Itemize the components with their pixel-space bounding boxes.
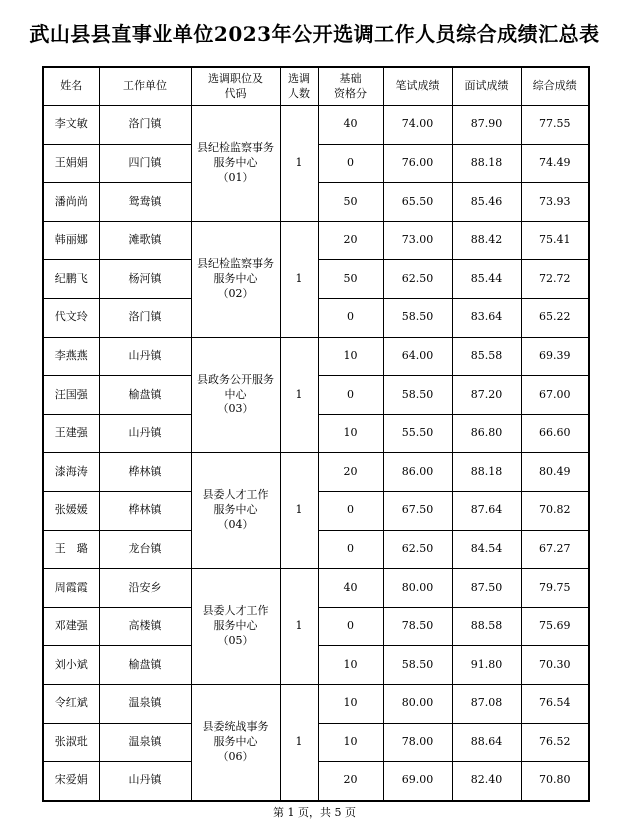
cell-name: 王娟娟: [43, 144, 99, 183]
cell-base: 0: [318, 607, 383, 646]
cell-total: 75.69: [521, 607, 589, 646]
cell-total: 75.41: [521, 221, 589, 260]
header-total: 综合成绩: [521, 67, 589, 106]
header-count: [280, 67, 318, 106]
cell-base: 10: [318, 723, 383, 762]
position-line: 服务中心: [213, 734, 258, 748]
cell-unit: 温泉镇: [99, 723, 191, 762]
cell-written: 58.50: [383, 298, 452, 337]
cell-interview: 83.64: [452, 298, 521, 337]
header-unit: 工作单位: [99, 67, 191, 106]
cell-position: [191, 569, 280, 685]
position-line: 县纪检监察事务: [197, 256, 274, 270]
cell-name: 漆海涛: [43, 453, 99, 492]
cell-name: 宋爱娟: [43, 762, 99, 801]
table-row: [43, 337, 589, 376]
cell-total: 76.54: [521, 684, 589, 723]
cell-position: [191, 337, 280, 453]
score-table: [42, 66, 590, 802]
header-position: [191, 67, 280, 106]
cell-unit: 洛门镇: [99, 106, 191, 145]
position-line: 县委统战事务: [202, 720, 269, 734]
cell-unit: 桦林镇: [99, 491, 191, 530]
cell-name: 令红斌: [43, 684, 99, 723]
cell-written: 76.00: [383, 144, 452, 183]
cell-base: 10: [318, 337, 383, 376]
cell-unit: 四门镇: [99, 144, 191, 183]
cell-written: 65.50: [383, 183, 452, 222]
cell-total: 66.60: [521, 414, 589, 453]
cell-position: [191, 106, 280, 222]
cell-interview: 91.80: [452, 646, 521, 685]
table-body: [43, 106, 589, 801]
cell-count: 1: [280, 569, 318, 685]
table-row: [43, 569, 589, 608]
cell-name: 王 璐: [43, 530, 99, 569]
cell-written: 64.00: [383, 337, 452, 376]
cell-name: 邓建强: [43, 607, 99, 646]
cell-written: 80.00: [383, 684, 452, 723]
cell-unit: 鸳鸯镇: [99, 183, 191, 222]
cell-base: 10: [318, 684, 383, 723]
cell-interview: 87.90: [452, 106, 521, 145]
header-base: [318, 67, 383, 106]
cell-interview: 85.44: [452, 260, 521, 299]
cell-total: 79.75: [521, 569, 589, 608]
cell-interview: 88.18: [452, 144, 521, 183]
cell-unit: 高楼镇: [99, 607, 191, 646]
cell-base: 0: [318, 491, 383, 530]
cell-name: 代文玲: [43, 298, 99, 337]
position-line: （03）: [217, 402, 254, 416]
cell-unit: 龙台镇: [99, 530, 191, 569]
position-line: （02）: [217, 286, 254, 300]
cell-base: 20: [318, 453, 383, 492]
cell-base: 40: [318, 106, 383, 145]
cell-unit: 桦林镇: [99, 453, 191, 492]
cell-count: 1: [280, 221, 318, 337]
cell-total: 74.49: [521, 144, 589, 183]
cell-position: [191, 684, 280, 800]
cell-written: 58.50: [383, 376, 452, 415]
cell-name: 李文敏: [43, 106, 99, 145]
cell-written: 58.50: [383, 646, 452, 685]
cell-total: 72.72: [521, 260, 589, 299]
cell-unit: 榆盘镇: [99, 376, 191, 415]
cell-written: 62.50: [383, 530, 452, 569]
cell-name: 汪国强: [43, 376, 99, 415]
cell-base: 0: [318, 530, 383, 569]
cell-name: 潘尚尚: [43, 183, 99, 222]
header-base-line: 资格分: [334, 86, 367, 100]
cell-count: 1: [280, 106, 318, 222]
cell-interview: 85.46: [452, 183, 521, 222]
cell-base: 10: [318, 646, 383, 685]
position-line: 县纪检监察事务: [197, 141, 274, 155]
cell-written: 74.00: [383, 106, 452, 145]
cell-interview: 86.80: [452, 414, 521, 453]
cell-base: 0: [318, 144, 383, 183]
cell-unit: 沿安乡: [99, 569, 191, 608]
table-row: [43, 684, 589, 723]
cell-interview: 84.54: [452, 530, 521, 569]
cell-interview: 88.42: [452, 221, 521, 260]
cell-unit: 山丹镇: [99, 414, 191, 453]
cell-interview: 87.50: [452, 569, 521, 608]
cell-count: 1: [280, 684, 318, 800]
cell-base: 50: [318, 260, 383, 299]
cell-total: 80.49: [521, 453, 589, 492]
position-line: （01）: [217, 170, 254, 184]
position-line: （04）: [217, 518, 254, 532]
cell-written: 78.00: [383, 723, 452, 762]
cell-name: 纪鹏飞: [43, 260, 99, 299]
cell-position: [191, 221, 280, 337]
cell-total: 76.52: [521, 723, 589, 762]
cell-written: 67.50: [383, 491, 452, 530]
cell-written: 62.50: [383, 260, 452, 299]
cell-total: 67.27: [521, 530, 589, 569]
header-position-line: 代码: [224, 86, 247, 100]
cell-total: 67.00: [521, 376, 589, 415]
cell-base: 0: [318, 376, 383, 415]
position-line: 县委人才工作: [202, 604, 269, 618]
cell-written: 80.00: [383, 569, 452, 608]
cell-interview: 88.64: [452, 723, 521, 762]
header-count-line: 人数: [288, 86, 310, 100]
page-footer: 第 1 页，共 5 页: [273, 806, 356, 819]
header-interview: 面试成绩: [452, 67, 521, 106]
position-line: 服务中心: [213, 155, 258, 169]
cell-name: 周霞霞: [43, 569, 99, 608]
header-base-line: 基础: [339, 71, 362, 85]
cell-written: 69.00: [383, 762, 452, 801]
cell-name: 刘小斌: [43, 646, 99, 685]
cell-interview: 87.64: [452, 491, 521, 530]
cell-base: 0: [318, 298, 383, 337]
cell-interview: 87.08: [452, 684, 521, 723]
header-name: 姓名: [43, 67, 99, 106]
table-row: [43, 221, 589, 260]
position-line: 服务中心: [213, 503, 258, 517]
cell-written: 73.00: [383, 221, 452, 260]
cell-total: 70.30: [521, 646, 589, 685]
cell-unit: 榆盘镇: [99, 646, 191, 685]
cell-interview: 82.40: [452, 762, 521, 801]
cell-count: 1: [280, 453, 318, 569]
cell-interview: 85.58: [452, 337, 521, 376]
cell-name: 韩丽娜: [43, 221, 99, 260]
cell-name: 李燕燕: [43, 337, 99, 376]
header-count-line: 选调: [288, 71, 310, 85]
position-line: 服务中心: [213, 271, 258, 285]
position-line: （05）: [217, 633, 254, 647]
cell-unit: 杨河镇: [99, 260, 191, 299]
cell-total: 70.82: [521, 491, 589, 530]
cell-interview: 88.58: [452, 607, 521, 646]
cell-unit: 温泉镇: [99, 684, 191, 723]
cell-unit: 洛门镇: [99, 298, 191, 337]
position-line: 服务中心: [213, 619, 258, 633]
header-position-line: 选调职位及: [208, 71, 263, 85]
position-line: 县委人才工作: [202, 488, 269, 502]
cell-name: 张媛媛: [43, 491, 99, 530]
cell-name: 张淑玭: [43, 723, 99, 762]
position-line: 中心: [224, 387, 247, 401]
cell-total: 65.22: [521, 298, 589, 337]
cell-base: 20: [318, 221, 383, 260]
cell-base: 20: [318, 762, 383, 801]
cell-base: 40: [318, 569, 383, 608]
position-line: 县政务公开服务: [197, 372, 274, 386]
cell-total: 70.80: [521, 762, 589, 801]
document-title: 武山县县直事业单位2023年公开选调工作人员综合成绩汇总表: [29, 22, 600, 46]
cell-position: [191, 453, 280, 569]
cell-count: 1: [280, 337, 318, 453]
cell-base: 50: [318, 183, 383, 222]
cell-written: 78.50: [383, 607, 452, 646]
cell-total: 77.55: [521, 106, 589, 145]
cell-unit: 山丹镇: [99, 337, 191, 376]
cell-base: 10: [318, 414, 383, 453]
position-line: （06）: [217, 749, 254, 763]
cell-total: 73.93: [521, 183, 589, 222]
header-written: 笔试成绩: [383, 67, 452, 106]
cell-unit: 滩歌镇: [99, 221, 191, 260]
cell-interview: 87.20: [452, 376, 521, 415]
cell-total: 69.39: [521, 337, 589, 376]
table-row: [43, 106, 589, 145]
cell-written: 55.50: [383, 414, 452, 453]
cell-unit: 山丹镇: [99, 762, 191, 801]
cell-written: 86.00: [383, 453, 452, 492]
table-row: [43, 453, 589, 492]
cell-name: 王建强: [43, 414, 99, 453]
header-row: [43, 67, 589, 106]
cell-interview: 88.18: [452, 453, 521, 492]
